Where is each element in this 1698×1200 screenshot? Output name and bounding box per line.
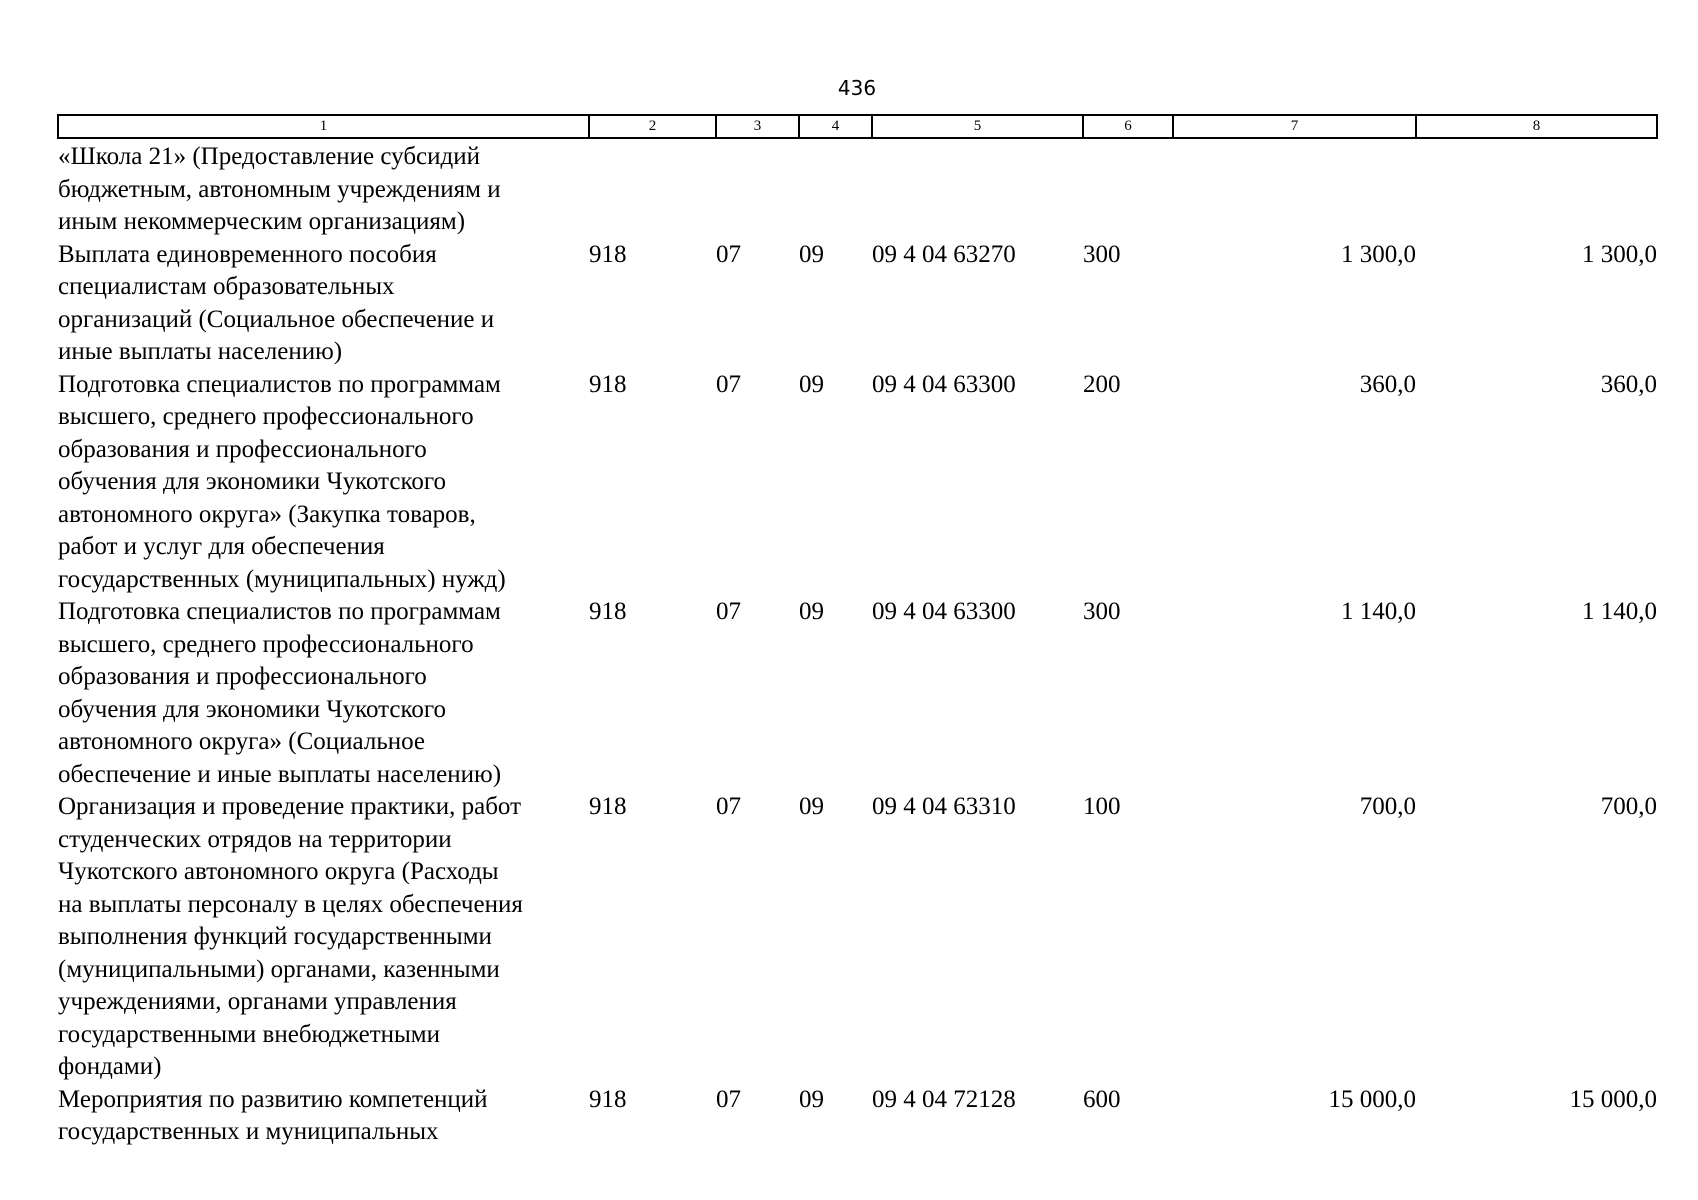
header-cell-1: 1 [58, 115, 589, 138]
description-line: государственных и муниципальных [58, 1118, 439, 1145]
section-code: 07 [716, 598, 741, 625]
description-line: работ и услуг для обеспечения [58, 533, 385, 560]
amount-col-7: 360,0 [1359, 370, 1416, 398]
table-row [58, 1084, 1657, 1149]
section-code: 07 [716, 1085, 741, 1113]
ministry-code: 918 [589, 370, 627, 398]
description-line: иным некоммерческим организациям) [58, 208, 466, 235]
amount-col-8: 700,0 [1600, 793, 1657, 820]
description-line: автономного округа» (Социальное [58, 728, 426, 755]
section-code: 07 [716, 370, 741, 398]
column-number-header [58, 115, 1657, 138]
row-description [58, 138, 589, 239]
ministry-code [589, 138, 716, 239]
table-row [58, 138, 1657, 239]
row-description [58, 239, 589, 369]
row-description [58, 791, 589, 1084]
header-cell-5: 5 [872, 115, 1083, 138]
subsection-code: 09 [799, 598, 824, 625]
subsection-code: 09 [799, 240, 824, 268]
subsection-code: 09 [799, 793, 824, 820]
header-row [58, 115, 1657, 138]
description-line: выполнения функций государственными [58, 923, 492, 950]
description-line: образования и профессионального [58, 435, 427, 463]
description-line: иные выплаты населению) [58, 338, 343, 365]
table-row [58, 369, 1657, 597]
description-line: на выплаты персоналу в целях обеспечения [58, 890, 523, 918]
description-line: автономного округа» (Закупка товаров, [58, 500, 476, 528]
ministry-code: 918 [589, 598, 627, 625]
expense-type-code: 600 [1083, 1085, 1121, 1113]
row-description [58, 1084, 589, 1149]
ministry-code: 918 [589, 1085, 627, 1113]
section-code [716, 138, 799, 239]
subsection-code: 09 [799, 1085, 824, 1113]
amount-col-8: 360,0 [1600, 370, 1657, 398]
header-cell-7: 7 [1173, 115, 1416, 138]
expense-type-code: 300 [1083, 598, 1121, 625]
section-code: 07 [716, 793, 741, 820]
amount-col-7 [1173, 138, 1416, 239]
row-description [58, 369, 589, 597]
amount-col-7: 1 140,0 [1341, 598, 1416, 625]
page-number: 436 [837, 76, 877, 100]
amount-col-7: 700,0 [1359, 793, 1416, 820]
header-cell-2: 2 [589, 115, 716, 138]
description-line: студенческих отрядов на территории [58, 825, 452, 853]
amount-col-7: 15 000,0 [1328, 1085, 1416, 1113]
budget-table [57, 114, 1658, 1149]
header-cell-6: 6 [1083, 115, 1173, 138]
target-article-code: 09 4 04 63300 [872, 370, 1016, 398]
section-code: 07 [716, 240, 741, 268]
description-line: Организация и проведение практики, работ [58, 793, 522, 820]
description-line: Подготовка специалистов по программам [58, 370, 501, 398]
header-cell-3: 3 [716, 115, 799, 138]
expense-type-code: 300 [1083, 240, 1121, 268]
table-row [58, 791, 1657, 1084]
description-line: государственными внебюджетными [58, 1020, 441, 1048]
description-line: Подготовка специалистов по программам [58, 598, 501, 625]
target-article-code: 09 4 04 63300 [872, 598, 1016, 625]
table-row [58, 239, 1657, 369]
amount-col-8: 1 140,0 [1582, 598, 1657, 625]
subsection-code: 09 [799, 370, 824, 398]
header-cell-8: 8 [1416, 115, 1657, 138]
ministry-code: 918 [589, 240, 627, 268]
header-cell-4: 4 [799, 115, 872, 138]
description-line: специалистам образовательных [58, 273, 395, 300]
subsection-code [799, 138, 872, 239]
description-line: высшего, среднего профессионального [58, 403, 474, 430]
description-line: образования и профессионального [58, 663, 427, 690]
row-description [58, 596, 589, 791]
description-line: обеспечение и иные выплаты населению) [58, 760, 502, 788]
target-article-code: 09 4 04 63310 [872, 793, 1016, 820]
description-line: фондами) [58, 1053, 162, 1080]
target-article-code [872, 138, 1083, 239]
target-article-code: 09 4 04 63270 [872, 240, 1016, 268]
description-line: учреждениями, органами управления [58, 988, 457, 1015]
description-line: «Школа 21» (Предоставление субсидий [58, 143, 481, 170]
description-line: государственных (муниципальных) нужд) [58, 565, 506, 593]
description-line: обучения для экономики Чукотского [58, 468, 447, 495]
description-line: организаций (Социальное обеспечение и [58, 305, 495, 333]
description-line: Мероприятия по развитию компетенций [58, 1085, 488, 1113]
description-line: Выплата единовременного пособия [58, 240, 437, 268]
amount-col-8: 1 300,0 [1582, 240, 1657, 268]
expense-type-code: 100 [1083, 793, 1121, 820]
table-row [58, 596, 1657, 791]
description-line: (муниципальными) органами, казенными [58, 955, 500, 983]
target-article-code: 09 4 04 72128 [872, 1085, 1016, 1113]
expense-type-code [1083, 138, 1173, 239]
amount-col-7: 1 300,0 [1341, 240, 1416, 268]
amount-col-8: 15 000,0 [1569, 1085, 1657, 1113]
ministry-code: 918 [589, 793, 627, 820]
expense-type-code: 200 [1083, 370, 1121, 398]
description-line: Чукотского автономного округа (Расходы [58, 858, 499, 885]
amount-col-8 [1416, 138, 1657, 239]
description-line: высшего, среднего профессионального [58, 630, 474, 658]
description-line: бюджетным, автономным учреждениям и [58, 175, 501, 203]
description-line: обучения для экономики Чукотского [58, 695, 447, 723]
